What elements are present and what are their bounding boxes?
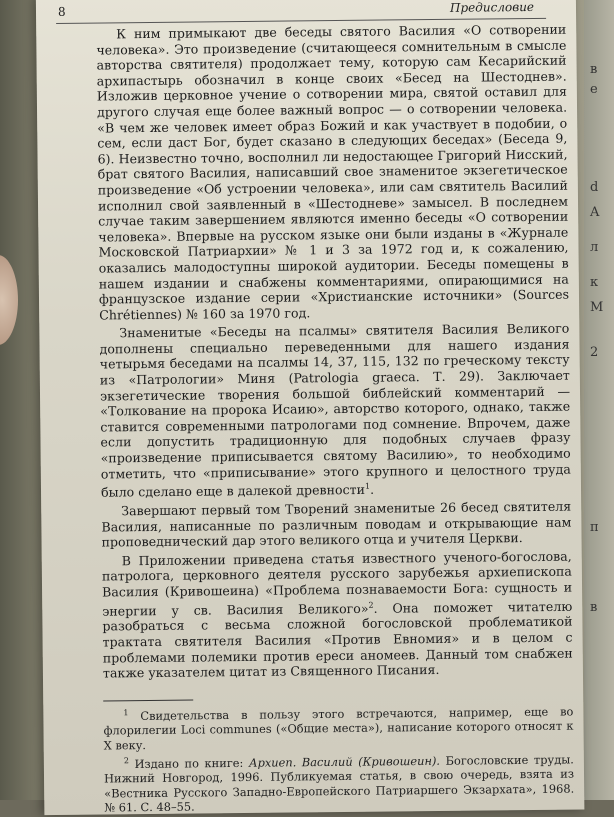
footnote-mark: 1 — [364, 481, 371, 491]
footnote-2: $^2$ Издано по книге: Архиеп. Василий (Кривошеин). Богословские труды. Нижний Новгород, 1996. Публикуемая статья, в свою очередь, взята из «Вестника Русского Западно-Европейского Патриаршего Экзархата», 1968. № 61. С. 48–55. — [103, 751, 575, 815]
footnote-1: $^1$ Свидетельства в пользу этого встречаются, например, еще во флорилегии Loci communes («Общие места»), написание которого относят к X веку. — [103, 704, 574, 753]
paragraph: К ним примыкают две беседы святого Василия «О сотворении человека». Это произведение (считающееся сомнительным в смысле авторства святителя) продолжает тему, которую сам Кесарийский архипастырь обозначил в конце своих «Бесед на Шестоднев». Изложив церковное учение о сотворении мира, святой оставил для другого случая еще более важный вопрос — о сотворении человека. «В чем же человек имеет образ Божий и как участвует в подобии, о сем, если даст Бог, будет сказано в следующих беседах» (Беседа 9, 6). Неизвестно точно, восполнил ли недостающее Григорий Нисский, брат святого Василия, написавший свое знаменитое экзегетическое произведение «Об устроении человека», или сам святитель Василий исполнил свой заявленный в «Шестодневе» замысел. В последнем случае таким завершением являются именно беседы «О сотворении человека». Впервые на русском языке они были изданы в «Журнале Московской Патриархии» № 1 и 3 за 1972 год и, к сожалению, оказались малодоступны широкой аудитории. Беседы помещены в нашем издании и снабжены комментариями, опирающимися на французское издание серии «Христианские источники» (Sources Chrétiennes) № 160 за 1970 год. — [96, 21, 570, 323]
paragraph: В Приложении приведена статья известного ученого-богослова, патролога, церковного деятеля русского зарубежья архиепископа Василия (Кривошеина) «Проблема познаваемости Бога: сущность и энергии у св. Василия Великого»$^2$. Она поможет читателю разобраться с весьма сложной богословской проблематикой трактата святителя Василия «Против Евномия» и в целом с проблемами полемики против ереси аномеев. Данный том снабжен также указателем цитат из Священного Писания. — [101, 548, 573, 681]
adjacent-page-edge — [584, 0, 614, 800]
paragraph: Завершают первый том Творений знаменитые 26 бесед святителя Василия, написанные по различным поводам и открывающие нам проповеднический дар этого великого отца и учителя Церкви. — [101, 498, 572, 550]
adjacent-page-glyph: A — [590, 205, 600, 220]
paragraph: Знаменитые «Беседы на псалмы» святителя Василия Великого дополнены специально переведенными для нашего издания четырьмя беседами на псалмы 14, 37, 115, 132 по греческому тексту из «Патрологии» Миня (Patrologia graeca. Т. 29). Заключает экзегетические творения большой библейский комментарий — «Толкование на пророка Исаию», авторство которого, однако, также ставится современными патрологами под сомнение. Впрочем, даже если допустить традиционную для подобных случаев фразу «произведение приписывается святому Василию», то необходимо отметить, что «приписывание» этого крупного и целостного труда было сделано еще в далекой древности$^1$. — [99, 320, 571, 500]
running-title: Предисловие — [449, 0, 535, 15]
footnotes — [103, 702, 574, 817]
adjacent-page-glyph: в — [590, 62, 598, 77]
adjacent-page-glyph: d — [590, 180, 599, 195]
footnote-separator — [103, 700, 193, 702]
thumb — [0, 255, 18, 345]
book-page — [36, 0, 585, 815]
adjacent-page-glyph: п — [590, 520, 599, 535]
page-number: 8 — [57, 4, 66, 19]
footnote-mark: 2 — [368, 600, 374, 610]
adjacent-page-glyph: М — [590, 300, 604, 315]
adjacent-page-glyph: 2 — [590, 345, 599, 360]
adjacent-page-glyph: л — [590, 240, 599, 255]
adjacent-page-glyph: e — [590, 82, 598, 97]
adjacent-page-glyph: в — [590, 600, 598, 615]
main-text — [96, 22, 573, 685]
adjacent-page-glyph: к — [590, 275, 599, 290]
